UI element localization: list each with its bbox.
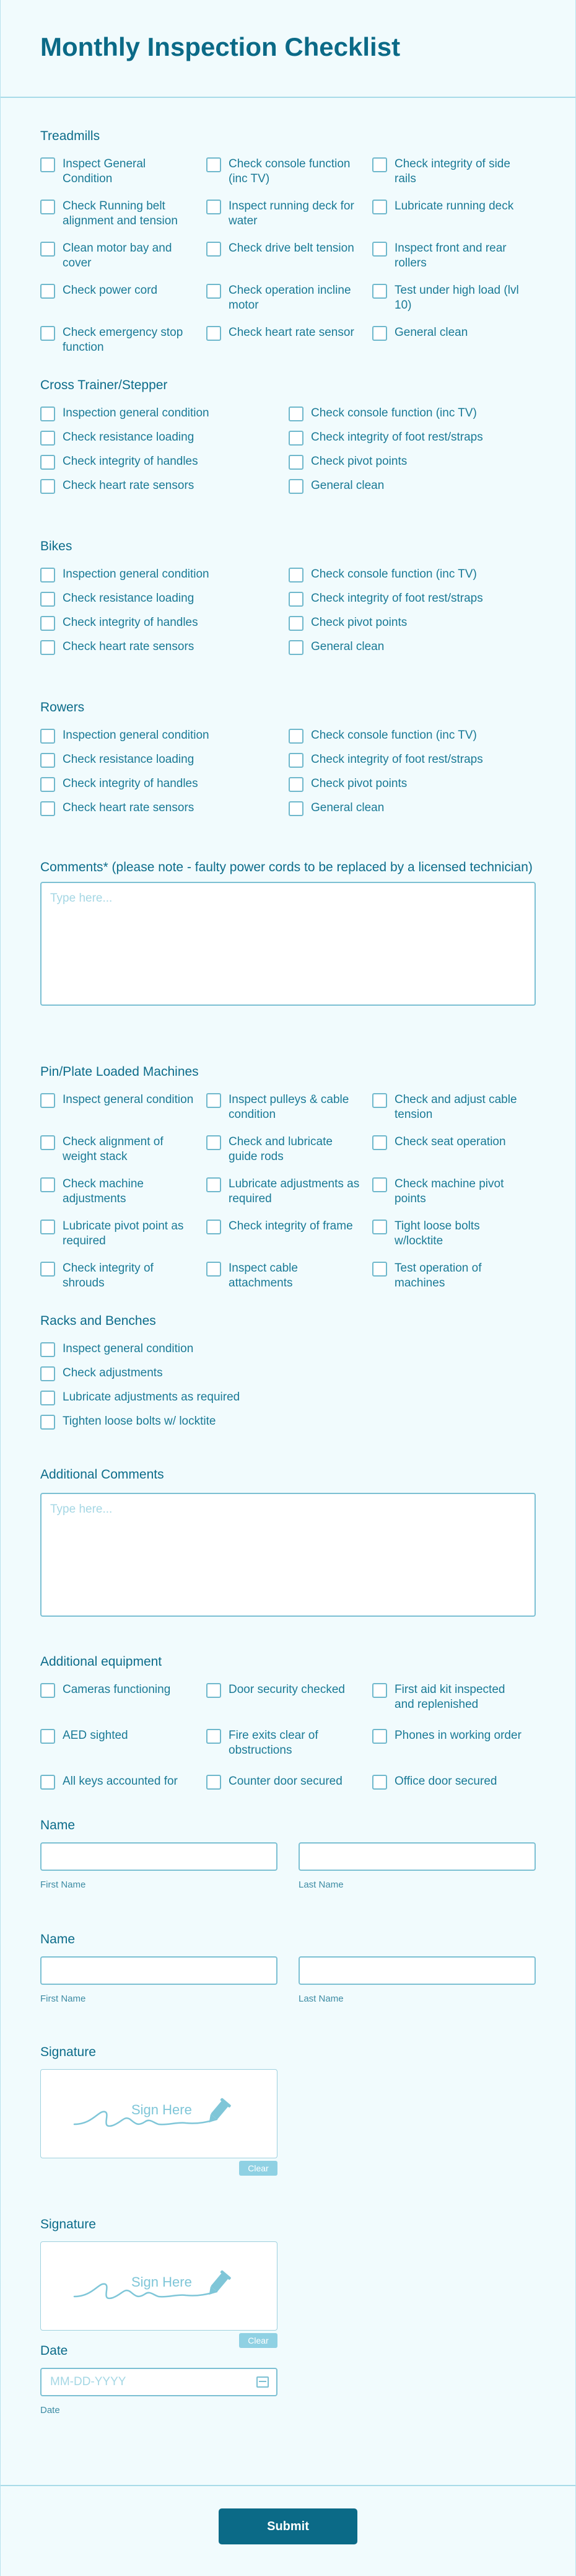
section-title: Racks and Benches [40,1314,156,1328]
section-title: Rowers [40,700,85,714]
checkbox[interactable] [40,1220,55,1234]
checkbox[interactable] [40,1775,55,1790]
checkbox-label: Counter door secured [229,1775,343,1788]
checkbox-option[interactable] [40,1414,350,1430]
last-name-sublabel: Last Name [299,1879,344,1890]
checkbox-option[interactable] [372,241,527,271]
checkbox[interactable] [206,1262,221,1277]
checkbox-option[interactable] [372,157,527,187]
section-signature-2 [40,2216,277,2345]
checkbox-option[interactable] [206,283,361,313]
checkbox[interactable] [40,1391,55,1405]
checkbox-label: Check resistance loading [63,431,194,444]
checkbox-label: Check integrity of handles [63,616,198,629]
checkbox[interactable] [40,1093,55,1108]
checkbox-option[interactable] [40,1219,195,1249]
checkbox[interactable] [40,568,55,582]
checkbox[interactable] [40,1729,55,1744]
section-title: Additional equipment [40,1655,162,1669]
checkbox-label: General clean [311,479,385,492]
section-rowers [40,699,536,816]
checkbox[interactable] [40,157,55,172]
checkbox-label: Check power cord [63,284,158,297]
checkbox[interactable] [40,1177,55,1192]
checkbox[interactable] [289,479,303,494]
additional-comments-label: Additional Comments [40,1467,164,1482]
checkbox-label: Check console function (inc TV) [311,729,477,742]
checkbox-label: Lubricate adjustments as required [63,1391,240,1404]
checkbox[interactable] [40,479,55,494]
section-name-2 [40,1931,536,2004]
checkbox[interactable] [372,1135,387,1150]
checkbox-option[interactable] [372,1728,527,1758]
first-name-input[interactable] [40,1842,277,1871]
additional-comments-textarea[interactable]: Type here... [40,1493,536,1617]
checkbox[interactable] [372,1683,387,1698]
checkbox-label: Check heart rate sensors [63,479,194,492]
checkbox-label: Check integrity of handles [63,455,198,468]
checkbox-option[interactable] [40,640,277,655]
checkbox[interactable] [206,1220,221,1234]
section-comments [40,859,536,1006]
checkbox[interactable] [372,1220,387,1234]
checkbox-label: Check and adjust cable tension [395,1093,517,1121]
checkbox[interactable] [206,1683,221,1698]
section-title: Pin/Plate Loaded Machines [40,1065,199,1079]
checkbox-label: Inspection general condition [63,729,209,742]
checkbox-option[interactable] [206,1261,361,1291]
checkbox[interactable] [206,1729,221,1744]
checkbox-label: Fire exits clear of obstructions [229,1729,318,1757]
cross-trainer-options [40,406,536,494]
checkbox[interactable] [289,640,303,655]
checkbox-label: Inspection general condition [63,407,209,420]
checkbox-label: Inspect running deck for water [229,200,354,227]
section-bikes [40,538,536,655]
checkbox[interactable] [372,157,387,172]
section-title: Bikes [40,539,72,553]
checkbox-label: Tighten loose bolts w/ locktite [63,1415,216,1428]
checkbox-option[interactable] [289,591,526,607]
checkbox-label: Check heart rate sensors [63,640,194,653]
checkbox[interactable] [372,1262,387,1277]
checkbox-option[interactable] [40,776,277,792]
section-name-1 [40,1817,536,1890]
checkbox[interactable] [40,1262,55,1277]
checkbox-label: Check pivot points [311,777,408,790]
checkbox-label: Check integrity of side rails [395,157,510,185]
checkbox[interactable] [206,1775,221,1790]
checkbox-option[interactable] [40,199,195,229]
checkbox-label: Inspect general condition [63,1093,194,1106]
checkbox-label: Inspect General Condition [63,157,146,185]
checkbox-option[interactable] [40,752,277,768]
additional-equipment-options [40,1682,536,1790]
checkbox-option[interactable] [40,615,277,631]
checkbox-option[interactable] [40,1135,195,1164]
checkbox-option[interactable] [40,801,277,816]
signature-pad[interactable] [40,2069,277,2158]
checkbox-option[interactable] [289,454,526,470]
checkbox-label: Check emergency stop function [63,326,183,354]
date-placeholder: MM-DD-YYYY [50,2375,126,2388]
checkbox-option[interactable] [40,406,277,421]
section-cross-trainer [40,377,536,494]
section-title: Treadmills [40,129,100,143]
checkbox-option[interactable] [372,1135,527,1164]
section-title: Cross Trainer/Stepper [40,378,168,392]
checkbox[interactable] [40,729,55,744]
page-title: Monthly Inspection Checklist [40,32,401,61]
first-name-sublabel: First Name [40,1879,86,1890]
checkbox[interactable] [372,1729,387,1744]
checkbox[interactable] [372,284,387,299]
checkbox-label: All keys accounted for [63,1775,178,1788]
name-label: Name [40,1932,76,1946]
checkbox-label: Tight loose bolts w/locktite [395,1220,480,1247]
checkbox[interactable] [40,777,55,792]
checkbox[interactable] [289,455,303,470]
checkbox-label: Phones in working order [395,1729,521,1742]
checkbox-option[interactable] [372,1092,527,1122]
checkbox[interactable] [372,200,387,214]
checkbox-label: Lubricate pivot point as required [63,1220,184,1247]
checkbox-label: First aid kit inspected and replenished [395,1683,505,1711]
checkbox-option[interactable] [289,478,526,494]
checkbox-label: Inspect pulleys & cable condition [229,1093,349,1121]
checkbox-label: Check console function (inc TV) [229,157,351,185]
checkbox[interactable] [40,326,55,341]
pin-plate-options [40,1092,536,1291]
signature-scribble-icon [68,2097,254,2134]
checkbox[interactable] [206,242,221,257]
checkbox-label: Check integrity of handles [63,777,198,790]
clear-signature-button[interactable]: Clear [239,2333,277,2348]
checkbox[interactable] [206,200,221,214]
checkbox-label: Clean motor bay and cover [63,242,172,270]
checkbox-label: Check integrity of foot rest/straps [311,753,483,766]
checkbox-label: Check Running belt alignment and tension [63,200,178,227]
checkbox-label: Check resistance loading [63,753,194,766]
rowers-options [40,728,536,816]
checkbox-option[interactable] [40,1342,350,1357]
checkbox[interactable] [40,1135,55,1150]
signature-label: Signature [40,2045,96,2059]
checkbox[interactable] [289,407,303,421]
checkbox-option[interactable] [372,325,527,355]
checkbox-option[interactable] [40,454,277,470]
checkbox-label: Inspect general condition [63,1342,194,1355]
checkbox-option[interactable] [40,1728,195,1758]
checkbox-option[interactable] [40,430,277,446]
checkbox[interactable] [372,242,387,257]
calendar-icon[interactable] [256,2376,269,2388]
checkbox[interactable] [372,1775,387,1790]
sign-here-hint: Sign Here [131,2274,192,2290]
checkbox[interactable] [206,1177,221,1192]
signature-label: Signature [40,2217,96,2231]
checkbox-label: Check seat operation [395,1135,506,1148]
checkbox-option[interactable] [40,591,277,607]
checkbox-option[interactable] [40,1261,195,1291]
checkbox-option[interactable] [372,1177,527,1207]
checkbox-label: Check integrity of foot rest/straps [311,592,483,605]
checkbox-option[interactable] [372,199,527,229]
checkbox[interactable] [40,640,55,655]
checkbox[interactable] [206,1135,221,1150]
form-header [1,0,575,98]
checkbox-option[interactable] [206,325,361,355]
checkbox-option[interactable] [40,283,195,313]
checkbox[interactable] [372,326,387,341]
checkbox[interactable] [289,801,303,816]
checkbox[interactable] [289,568,303,582]
checkbox[interactable] [40,1342,55,1357]
checkbox-option[interactable] [40,1390,350,1405]
checkbox-option[interactable] [206,1728,361,1758]
checkbox[interactable] [372,1177,387,1192]
checkbox[interactable] [40,1415,55,1430]
checkbox-label: Check and lubricate guide rods [229,1135,333,1163]
date-input[interactable] [40,2368,277,2396]
checkbox[interactable] [40,753,55,768]
racks-options [40,1342,536,1430]
checkbox-option[interactable] [206,157,361,187]
checkbox-option[interactable] [289,406,526,421]
checkbox-label: Check integrity of shrouds [63,1262,154,1290]
checkbox-option[interactable] [40,1092,195,1122]
date-sublabel: Date [40,2405,60,2416]
checkbox[interactable] [289,777,303,792]
checkbox-label: Check pivot points [311,616,408,629]
last-name-input[interactable] [299,1956,536,1985]
comments-label: Comments* (please note - faulty power cords to be replaced by a licensed technician) [40,860,533,874]
date-label: Date [40,2344,68,2358]
checkbox-label: Office door secured [395,1775,497,1788]
checkbox-label: Check console function (inc TV) [311,407,477,420]
checkbox-label: Check machine pivot points [395,1177,504,1205]
clear-signature-button[interactable]: Clear [239,2161,277,2176]
checkbox-option[interactable] [206,1135,361,1164]
checkbox[interactable] [40,455,55,470]
bikes-options [40,567,536,655]
checkbox-option[interactable] [372,1774,527,1790]
section-additional-equipment [40,1653,536,1790]
signature-scribble-icon [68,2269,254,2306]
form-footer [1,2485,575,2576]
checkbox[interactable] [40,284,55,299]
checkbox-option[interactable] [40,1177,195,1207]
checkbox-option[interactable] [289,752,526,768]
checkbox[interactable] [289,616,303,631]
checkbox[interactable] [289,729,303,744]
checkbox[interactable] [40,407,55,421]
checkbox[interactable] [372,1093,387,1108]
checkbox-option[interactable] [289,801,526,816]
checkbox-label: Check console function (inc TV) [311,568,477,581]
checkbox-option[interactable] [206,1092,361,1122]
checkbox[interactable] [40,616,55,631]
checkbox-option[interactable] [40,325,195,355]
checkbox-option[interactable] [289,640,526,655]
section-date [40,2342,277,2416]
checkbox-option[interactable] [289,776,526,792]
checkbox-option[interactable] [40,241,195,271]
checkbox-label: Door security checked [229,1683,345,1696]
checkbox-label: Check adjustments [63,1366,163,1379]
section-signature-1 [40,2044,277,2173]
checkbox[interactable] [40,431,55,446]
checkbox[interactable] [40,592,55,607]
sign-here-hint: Sign Here [131,2102,192,2117]
checkbox[interactable] [206,1093,221,1108]
checkbox-option[interactable] [289,567,526,582]
checkbox-label: Inspection general condition [63,568,209,581]
checkbox[interactable] [206,326,221,341]
checkbox-label: Check alignment of weight stack [63,1135,164,1163]
checkbox[interactable] [289,753,303,768]
checkbox-label: Check heart rate sensors [63,801,194,814]
checkbox-label: AED sighted [63,1729,128,1742]
checkbox-label: Test under high load (lvl 10) [395,284,519,312]
checkbox[interactable] [206,157,221,172]
checkbox-label: Check drive belt tension [229,242,354,255]
name-label: Name [40,1818,76,1832]
checkbox-option[interactable] [40,478,277,494]
checkbox-option[interactable] [40,1774,195,1790]
checkbox-option[interactable] [40,1682,195,1712]
checkbox[interactable] [40,200,55,214]
checkbox-option[interactable] [372,1682,527,1712]
checkbox-option[interactable] [289,728,526,744]
checkbox-label: Check integrity of frame [229,1220,353,1233]
checkbox-label: Check resistance loading [63,592,194,605]
checkbox-label: Check heart rate sensor [229,326,354,339]
checkbox-option[interactable] [289,615,526,631]
section-pin-plate [40,1063,536,1291]
checkbox-option[interactable] [40,157,195,187]
checkbox-option[interactable] [206,241,361,271]
checkbox-label: Cameras functioning [63,1683,171,1696]
checkbox-label: General clean [311,801,385,814]
checkbox[interactable] [40,801,55,816]
comments-textarea[interactable]: Type here... [40,882,536,1006]
checkbox-label: Lubricate running deck [395,200,514,213]
checkbox-option[interactable] [206,1219,361,1249]
checkbox-label: Lubricate adjustments as required [229,1177,360,1205]
checkbox-option[interactable] [40,1366,350,1381]
checkbox-label: Inspect cable attachments [229,1262,298,1290]
checkbox-option[interactable] [206,1682,361,1712]
last-name-sublabel: Last Name [299,1994,344,2004]
checkbox-label: General clean [395,326,468,339]
checkbox-option[interactable] [372,1219,527,1249]
checkbox-label: Test operation of machines [395,1262,482,1290]
checkbox[interactable] [40,1366,55,1381]
checkbox[interactable] [40,1683,55,1698]
checkbox-label: Check operation incline motor [229,284,351,312]
checkbox-label: Check pivot points [311,455,408,468]
checkbox[interactable] [289,592,303,607]
checkbox-label: General clean [311,640,385,653]
checkbox-option[interactable] [40,728,277,744]
checkbox-option[interactable] [206,1774,361,1790]
checkbox-label: Check integrity of foot rest/straps [311,431,483,444]
first-name-sublabel: First Name [40,1994,86,2004]
checkbox-option[interactable] [206,1177,361,1207]
checkbox-option[interactable] [206,199,361,229]
section-racks [40,1312,536,1430]
submit-button[interactable]: Submit [219,2508,357,2544]
checkbox[interactable] [289,431,303,446]
checkbox[interactable] [40,242,55,257]
checkbox-label: Inspect front and rear rollers [395,242,507,270]
checkbox-option[interactable] [289,430,526,446]
checkbox-option[interactable] [372,283,527,313]
checkbox-option[interactable] [372,1261,527,1291]
checkbox-option[interactable] [40,567,277,582]
treadmills-options [40,157,536,355]
first-name-input[interactable] [40,1956,277,1985]
last-name-input[interactable] [299,1842,536,1871]
checkbox-label: Check machine adjustments [63,1177,144,1205]
section-treadmills [40,128,536,355]
section-additional-comments [40,1466,536,1617]
checkbox[interactable] [206,284,221,299]
signature-pad[interactable] [40,2241,277,2331]
